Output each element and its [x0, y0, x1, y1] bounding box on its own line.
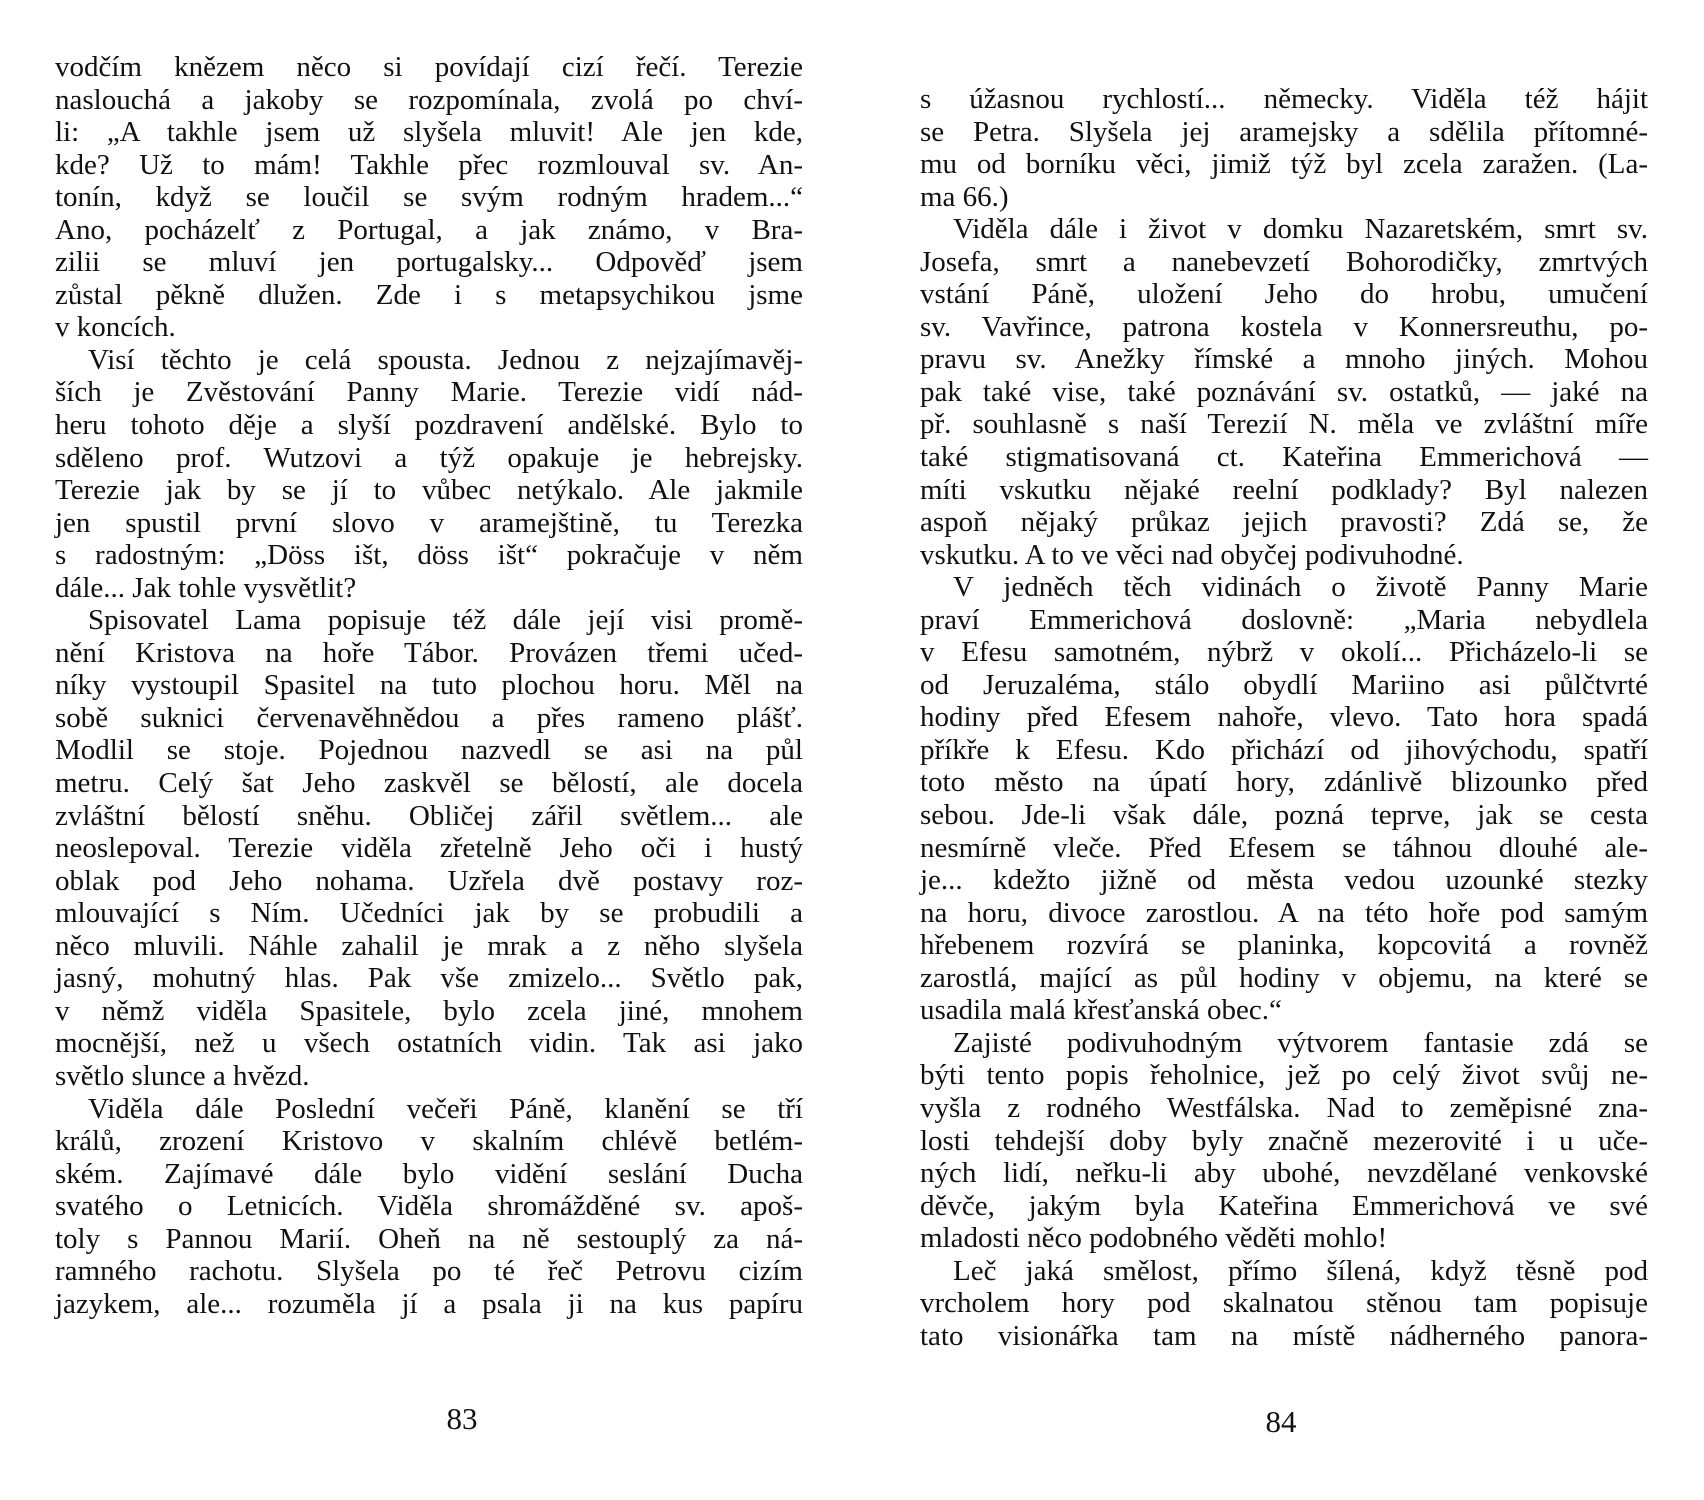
- text-line: mladosti něco podobného věděti mohlo!: [920, 1222, 1388, 1255]
- text-line: v Efesu samotném, nýbrž v okolí... Přicházelo-li se: [920, 636, 1648, 669]
- page-number: 83: [446, 1401, 478, 1436]
- text-line: se Petra. Slyšela jej aramejsky a sdělila přítomné-: [920, 115, 1648, 148]
- text-line: Zajisté podivuhodným výtvorem fantasie zdá se: [953, 1026, 1648, 1059]
- text-line: př. souhlasně s naší Terezií N. měla ve zvláštní míře: [920, 408, 1648, 441]
- text-line: ramného rachotu. Slyšela po té řeč Petrovu cizím: [55, 1255, 803, 1288]
- text-line: v němž viděla Spasitele, bylo zcela jiné, mnohem: [55, 994, 803, 1027]
- text-line: usadila malá křesťanská obec.“: [920, 994, 1282, 1027]
- text-line: naslouchá a jakoby se rozpomínala, zvolá po chví-: [55, 83, 803, 116]
- text-line: sebou. Jde-li však dále, pozná teprve, jak se cesta: [920, 799, 1648, 832]
- text-line: Visí těchto je celá spousta. Jednou z nejzajímavěj-: [88, 343, 803, 376]
- text-line: zilii se mluví jen portugalsky... Odpověď jsem: [55, 246, 803, 279]
- text-line: ných lidí, neřku-li aby ubohé, nevzdělané venkovské: [920, 1157, 1648, 1190]
- text-line: sobě suknici červenavěhnědou a přes rameno plášť.: [55, 701, 803, 734]
- text-line: hřebenem rozvírá se planinka, kopcovitá a rovněž: [920, 929, 1648, 962]
- left-page-text: [55, 51, 803, 1320]
- text-line: níky vystoupil Spasitel na tuto plochou horu. Měl na: [55, 669, 803, 702]
- text-line: Josefa, smrt a nanebevzetí Bohorodičky, zmrtvých: [920, 245, 1648, 278]
- text-line: zarostlá, mající as půl hodiny v objemu, na které se: [920, 961, 1648, 994]
- text-line: mu od borníku věci, jimiž týž byl zcela zaražen. (La-: [920, 148, 1648, 181]
- text-line: li: „A takhle jsem už slyšela mluvit! Ale jen kde,: [55, 116, 803, 149]
- text-line: s úžasnou rychlostí... německy. Viděla též hájit: [920, 83, 1648, 115]
- text-line: na horu, divoce zarostlou. A na této hoře pod samým: [920, 896, 1648, 929]
- text-line: býti tento popis řeholnice, jež po celý život svůj ne-: [920, 1059, 1648, 1092]
- text-line: ma 66.): [920, 180, 1009, 213]
- text-line: V jedněch těch vidinách o životě Panny Marie: [953, 571, 1648, 604]
- text-line: Viděla dále Poslední večeři Páně, klanění se tří: [88, 1092, 803, 1125]
- text-line: Terezie jak by se jí to vůbec netýkalo. Ale jakmile: [55, 474, 803, 507]
- text-line: jasný, mohutný hlas. Pak vše zmizelo... Světlo pak,: [55, 962, 803, 995]
- text-line: neoslepoval. Terezie viděla zřetelně Jeho oči i hustý: [55, 832, 803, 865]
- text-line: Leč jaká smělost, přímo šílená, když těsně pod: [953, 1254, 1648, 1287]
- text-line: vodčím knězem něco si povídají cizí řečí. Terezie: [55, 51, 803, 83]
- text-line: oblak pod Jeho nohama. Uzřela dvě postavy roz-: [55, 864, 803, 897]
- text-line: příkře k Efesu. Kdo přichází od jihovýchodu, spatří: [920, 733, 1648, 766]
- text-line: v koncích.: [55, 311, 176, 344]
- text-line: míti vskutku nějaké reelní podklady? Byl nalezen: [920, 473, 1648, 506]
- text-line: praví Emmerichová doslovně: „Maria nebydlela: [920, 603, 1648, 636]
- text-line: tato visionářka tam na místě nádherného panora-: [920, 1319, 1648, 1352]
- text-line: zvláštní bělostí sněhu. Obličej zářil světlem... ale: [55, 799, 803, 832]
- text-line: je... kdežto jižně od města vedou uzounké stezky: [920, 864, 1648, 897]
- right-page: [920, 0, 1648, 1500]
- right-page-text: [920, 83, 1648, 1352]
- text-line: tonín, když se loučil se svým rodným hradem...“: [55, 181, 803, 214]
- text-line: něco mluvili. Náhle zahalil je mrak a z něho slyšela: [55, 929, 803, 962]
- text-line: losti tehdejší doby byly značně mezerovité i u uče-: [920, 1124, 1648, 1157]
- text-line: ších je Zvěstování Panny Marie. Terezie vidí nád-: [55, 376, 803, 409]
- text-line: metru. Celý šat Jeho zaskvěl se bělostí, ale docela: [55, 767, 803, 800]
- text-line: Spisovatel Lama popisuje též dále její visi promě-: [88, 604, 803, 637]
- text-line: ském. Zajímavé dále bylo vidění seslání Ducha: [55, 1157, 803, 1190]
- text-line: sděleno prof. Wutzovi a týž opakuje je hebrejsky.: [55, 441, 803, 474]
- page-number: 84: [1265, 1404, 1297, 1439]
- text-line: vstání Páně, uložení Jeho do hrobu, umučení: [920, 278, 1648, 311]
- text-line: jen spustil první slovo v aramejštině, tu Terezka: [55, 506, 803, 539]
- text-line: vrcholem hory pod skalnatou stěnou tam popisuje: [920, 1287, 1648, 1320]
- text-line: s radostným: „Döss išt, döss išt“ pokračuje v něm: [55, 539, 803, 572]
- text-line: jazykem, ale... rozuměla jí a psala ji na kus papíru: [55, 1287, 803, 1320]
- text-line: mlouvající s Ním. Učedníci jak by se probudili a: [55, 897, 803, 930]
- text-line: dále... Jak tohle vysvětlit?: [55, 571, 357, 604]
- text-line: od Jeruzaléma, stálo obydlí Mariino asi půlčtvrté: [920, 668, 1648, 701]
- text-line: nesmírně vleče. Před Efesem se táhnou dlouhé ale-: [920, 831, 1648, 864]
- text-line: mocnější, než u všech ostatních vidin. Tak asi jako: [55, 1027, 803, 1060]
- text-line: nění Kristova na hoře Tábor. Provázen třemi učed-: [55, 636, 803, 669]
- text-line: Ano, pocházelť z Portugal, a jak známo, v Bra-: [55, 213, 803, 246]
- text-line: vskutku. A to ve věci nad obyčej podivuhodné.: [920, 538, 1464, 571]
- text-line: světlo slunce a hvězd.: [55, 1059, 310, 1092]
- text-line: toly s Pannou Marií. Oheň na ně sestouplý za ná-: [55, 1222, 803, 1255]
- text-line: Viděla dále i život v domku Nazaretském, smrt sv.: [953, 213, 1648, 246]
- text-line: toto město na úpatí hory, zdánlivě blizounko před: [920, 766, 1648, 799]
- text-line: hodiny před Efesem nahoře, vlevo. Tato hora spadá: [920, 701, 1648, 734]
- text-line: zůstal pěkně dlužen. Zde i s metapsychikou jsme: [55, 278, 803, 311]
- left-page: [55, 0, 803, 1500]
- text-line: pak také vise, také poznávání sv. ostatků, — jaké na: [920, 375, 1648, 408]
- text-line: pravu sv. Anežky římské a mnoho jiných. Mohou: [920, 343, 1648, 376]
- text-line: aspoň nějaký průkaz jejich pravosti? Zdá se, že: [920, 506, 1648, 539]
- text-line: kde? Už to mám! Takhle přec rozmlouval sv. An-: [55, 148, 803, 181]
- text-line: sv. Vavřince, patrona kostela v Konnersreuthu, po-: [920, 310, 1648, 343]
- text-line: vyšla z rodného Westfálska. Nad to zeměpisné zna-: [920, 1091, 1648, 1124]
- text-line: králů, zrození Kristovo v skalním chlévě betlém-: [55, 1125, 803, 1158]
- text-line: heru tohoto děje a slyší pozdravení andělské. Bylo to: [55, 409, 803, 442]
- text-line: svatého o Letnicích. Viděla shromážděné sv. apoš-: [55, 1190, 803, 1223]
- text-line: také stigmatisovaná ct. Kateřina Emmerichová —: [920, 441, 1648, 474]
- text-line: Modlil se stoje. Pojednou nazvedl se asi na půl: [55, 734, 803, 767]
- text-line: děvče, jakým byla Kateřina Emmerichová ve své: [920, 1189, 1648, 1222]
